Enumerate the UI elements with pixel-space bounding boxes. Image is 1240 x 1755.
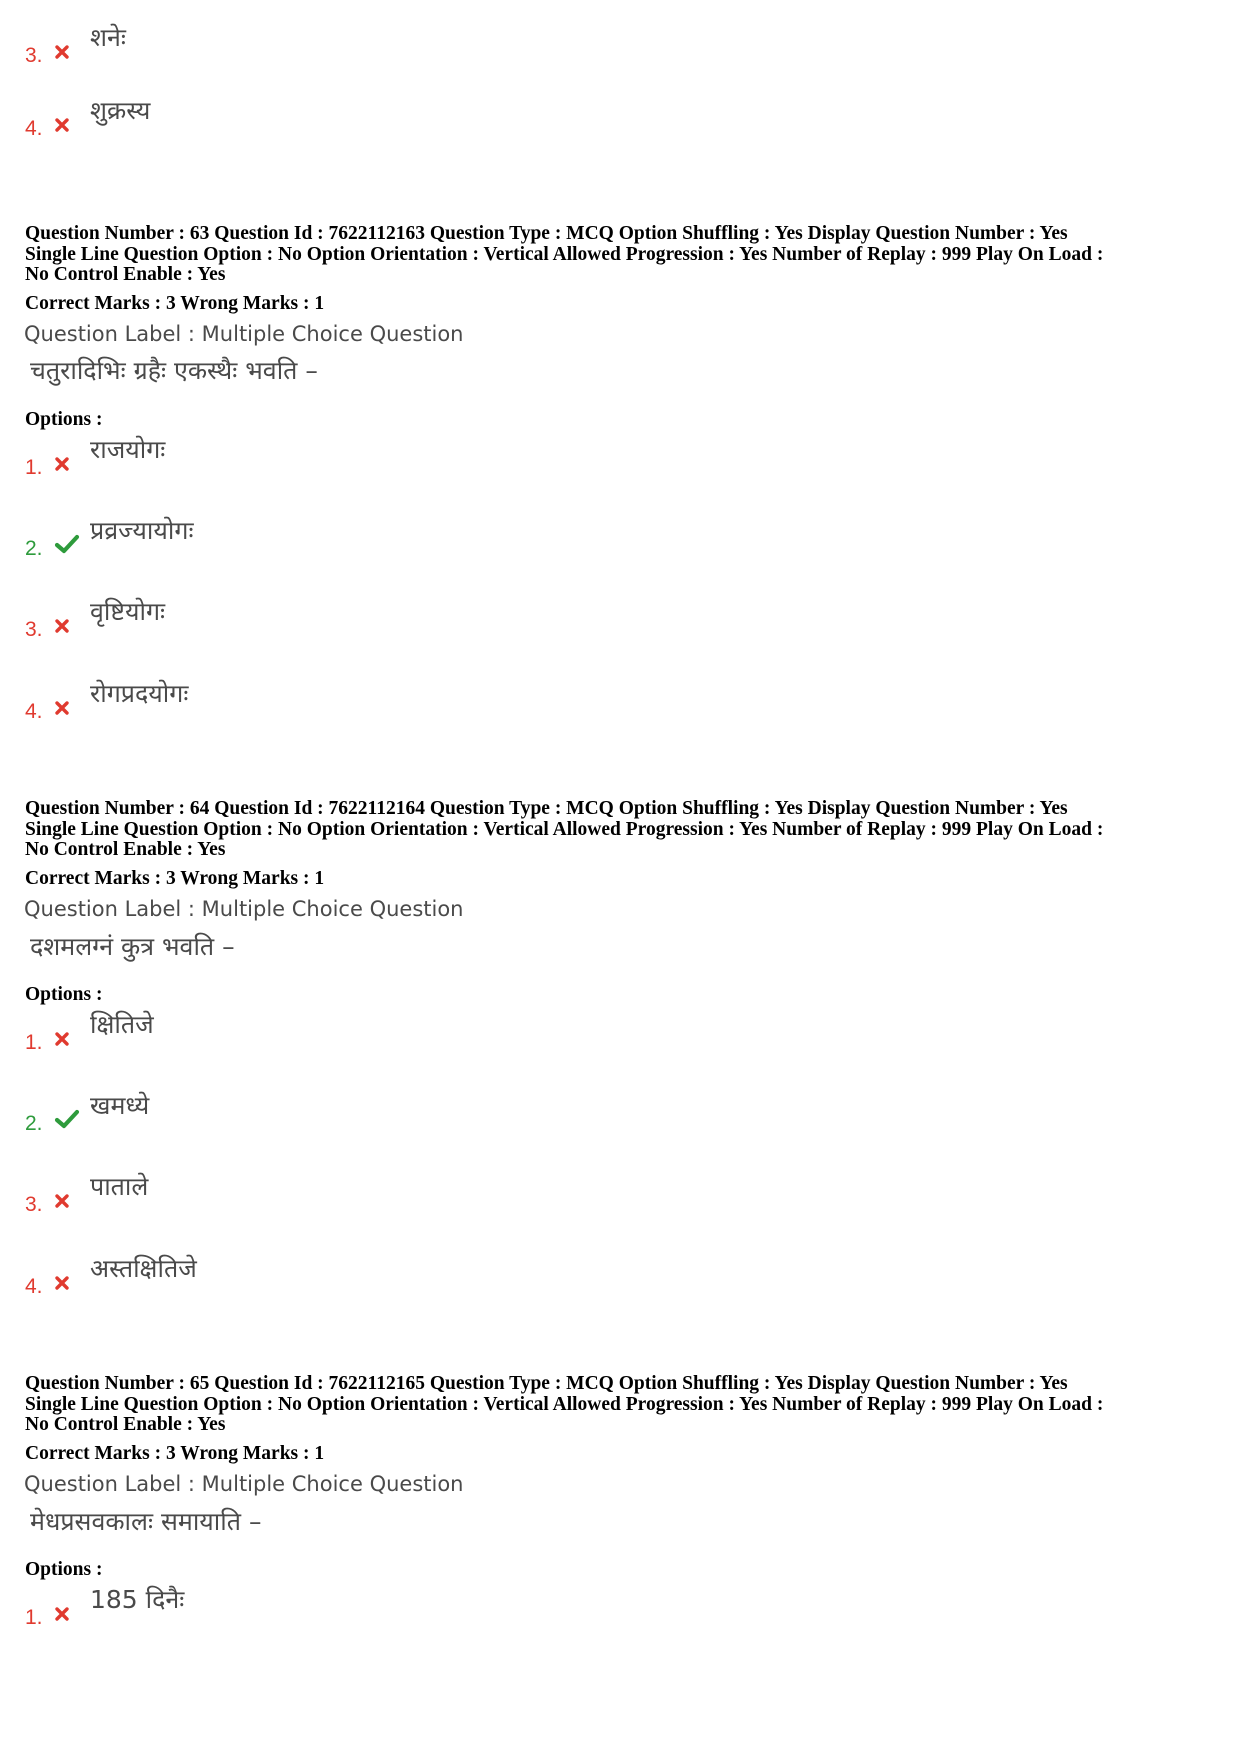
question-text: मेधप्रसवकालः समायाति – xyxy=(30,1507,262,1536)
question-text: चतुरादिभिः ग्रहैः एकस्थैः भवति – xyxy=(30,356,318,385)
option-number: 3. xyxy=(25,1193,43,1216)
option-number: 2. xyxy=(25,1112,43,1135)
cross-icon xyxy=(54,618,70,634)
option-text: रोगप्रदयोगः xyxy=(90,679,189,708)
meta-line: Single Line Question Option : No Option Orientation : Vertical Allowed Progression : Yes Number of Replay : 999 Play On Load : xyxy=(25,1393,1104,1415)
options-heading: Options : xyxy=(25,409,103,430)
marks-info: Correct Marks : 3 Wrong Marks : 1 xyxy=(25,293,325,314)
option-number: 1. xyxy=(25,1606,43,1629)
meta-line: No Control Enable : Yes xyxy=(25,1414,226,1435)
option-number: 1. xyxy=(25,1031,43,1054)
option-number: 4. xyxy=(25,700,43,723)
question-label: Question Label : Multiple Choice Question xyxy=(24,897,464,921)
marks-info: Correct Marks : 3 Wrong Marks : 1 xyxy=(25,1443,325,1464)
option-number: 2. xyxy=(25,537,43,560)
option-text: क्षितिजे xyxy=(90,1010,154,1039)
cross-icon xyxy=(54,44,70,60)
check-icon xyxy=(54,1108,80,1130)
question-label: Question Label : Multiple Choice Question xyxy=(24,1472,464,1496)
option-text: प्रव्रज्यायोगः xyxy=(90,516,194,545)
option-text: 185 दिनैः xyxy=(90,1585,185,1614)
option-number: 4. xyxy=(25,1275,43,1298)
option-text: शुक्रस्य xyxy=(90,96,151,125)
meta-line: Question Number : 64 Question Id : 7622112164 Question Type : MCQ Option Shuffling : Yes Display Question Number : Yes xyxy=(25,798,1068,819)
question-meta xyxy=(25,799,1220,861)
meta-line: No Control Enable : Yes xyxy=(25,264,226,285)
option-text: राजयोगः xyxy=(90,435,166,464)
cross-icon xyxy=(54,1275,70,1291)
cross-icon xyxy=(54,456,70,472)
options-heading: Options : xyxy=(25,1559,103,1580)
option-text: अस्तक्षितिजे xyxy=(90,1254,197,1283)
meta-line: Single Line Question Option : No Option Orientation : Vertical Allowed Progression : Yes Number of Replay : 999 Play On Load : xyxy=(25,818,1104,840)
question-label: Question Label : Multiple Choice Question xyxy=(24,322,464,346)
cross-icon xyxy=(54,700,70,716)
option-number: 3. xyxy=(25,618,43,641)
meta-line: Question Number : 65 Question Id : 7622112165 Question Type : MCQ Option Shuffling : Yes Display Question Number : Yes xyxy=(25,1373,1068,1394)
cross-icon xyxy=(54,1031,70,1047)
option-text: खमध्ये xyxy=(90,1091,150,1120)
question-meta xyxy=(25,224,1220,286)
meta-line: Single Line Question Option : No Option Orientation : Vertical Allowed Progression : Yes Number of Replay : 999 Play On Load : xyxy=(25,243,1104,265)
meta-line: Question Number : 63 Question Id : 7622112163 Question Type : MCQ Option Shuffling : Yes Display Question Number : Yes xyxy=(25,223,1068,244)
cross-icon xyxy=(54,1193,70,1209)
option-number: 4. xyxy=(25,117,43,140)
option-text: पाताले xyxy=(90,1172,149,1201)
question-text: दशमलग्नं कुत्र भवति – xyxy=(30,932,235,961)
option-text: शनेः xyxy=(90,23,126,52)
marks-info: Correct Marks : 3 Wrong Marks : 1 xyxy=(25,868,325,889)
options-heading: Options : xyxy=(25,984,103,1005)
option-number: 1. xyxy=(25,456,43,479)
cross-icon xyxy=(54,1606,70,1622)
check-icon xyxy=(54,533,80,555)
option-text: वृष्टियोगः xyxy=(90,597,166,626)
meta-line: No Control Enable : Yes xyxy=(25,839,226,860)
cross-icon xyxy=(54,117,70,133)
question-meta xyxy=(25,1374,1220,1436)
option-number: 3. xyxy=(25,44,43,67)
